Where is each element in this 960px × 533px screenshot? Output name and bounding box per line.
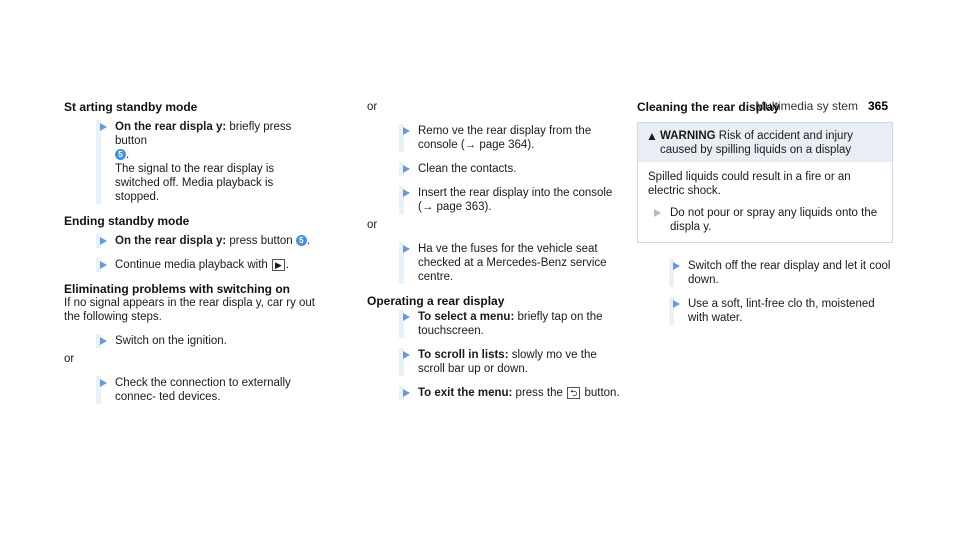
page-number: 365 bbox=[867, 99, 888, 113]
step-text: Use a soft, lint-free clo th, moistened with water. bbox=[688, 298, 875, 324]
step-arrow-icon bbox=[403, 165, 410, 173]
step-scroll-lists bbox=[367, 348, 623, 376]
heading-ending: Ending standby mode bbox=[64, 214, 190, 228]
step-arrow-icon bbox=[673, 262, 680, 270]
step-arrow-icon bbox=[100, 237, 107, 245]
warning-body bbox=[638, 162, 892, 242]
step-exit-menu bbox=[367, 386, 623, 400]
step-switch-off-display bbox=[637, 259, 893, 287]
step-bold-label: On the rear displa y: bbox=[115, 235, 227, 247]
step-arrow-icon bbox=[100, 261, 107, 269]
column-2 bbox=[367, 100, 623, 410]
step-arrow-icon bbox=[403, 389, 410, 397]
step-text: Check the connection to externally connec‐ ted devices. bbox=[115, 377, 291, 403]
step-arrow-icon bbox=[100, 337, 107, 345]
step-text: press the bbox=[512, 387, 567, 399]
step-text: briefly tap on the touchscreen. bbox=[418, 311, 603, 337]
step-text: Ha ve the fuses for the vehicle seat checked at a Mercedes-Benz service centre. bbox=[418, 243, 607, 283]
step-remove-display bbox=[367, 124, 623, 152]
step-text: Remo ve the rear display from the console (→ page 364). bbox=[418, 125, 592, 151]
warning-step bbox=[648, 206, 884, 234]
punct: . bbox=[306, 235, 311, 247]
step-arrow-icon bbox=[100, 123, 107, 131]
step-arrow-icon bbox=[403, 189, 410, 197]
warning-box bbox=[637, 122, 893, 243]
step-insert-display bbox=[367, 186, 623, 214]
step-text: Continue media playback with bbox=[115, 259, 271, 271]
step-text: Do not pour or spray any liquids onto the displa y. bbox=[670, 207, 878, 233]
section-title: Multimedia sy stem bbox=[755, 99, 858, 113]
step-continue-playback bbox=[64, 258, 320, 272]
warning-text: Spilled liquids could result in a fire or an electric shock. bbox=[648, 171, 851, 197]
step-rear-display-press bbox=[64, 120, 320, 204]
step-result: The signal to the rear display is switched off. Media playback is stopped. bbox=[115, 163, 275, 203]
step-arrow-icon bbox=[654, 209, 661, 217]
heading-standby: St arting standby mode bbox=[64, 100, 198, 114]
heading-eliminating: Eliminating problems with switching on bbox=[64, 282, 291, 296]
step-bold-label: On the rear displa y: bbox=[115, 121, 227, 133]
step-use-cloth bbox=[637, 297, 893, 325]
step-arrow-icon bbox=[403, 351, 410, 359]
step-check-connection bbox=[64, 376, 320, 404]
or-label: or bbox=[367, 101, 378, 113]
step-check-fuses bbox=[367, 242, 623, 284]
step-clean-contacts bbox=[367, 162, 623, 176]
play-icon: ▶ bbox=[272, 259, 285, 271]
step-bold-label: To scroll in lists: bbox=[418, 349, 509, 361]
back-icon: ⮌ bbox=[567, 387, 580, 399]
button-5-icon: 5 bbox=[296, 235, 307, 246]
step-text: button. bbox=[581, 387, 620, 399]
step-bold-label: To exit the menu: bbox=[418, 387, 513, 399]
step-bold-label: To select a menu: bbox=[418, 311, 515, 323]
or-label: or bbox=[367, 219, 378, 231]
column-3 bbox=[637, 100, 893, 335]
step-arrow-icon bbox=[403, 245, 410, 253]
warning-label: WARNING bbox=[660, 130, 716, 142]
punct: . bbox=[126, 149, 130, 161]
step-text: Switch off the rear display and let it cool down. bbox=[688, 260, 891, 286]
heading-cleaning: Cleaning the rear display bbox=[637, 100, 780, 114]
button-5-icon: 5 bbox=[115, 149, 126, 160]
or-label: or bbox=[64, 353, 75, 365]
step-text: briefly press button bbox=[115, 121, 292, 147]
heading-operating: Operating a rear display bbox=[367, 294, 505, 308]
step-text: press button bbox=[226, 235, 296, 247]
step-arrow-icon bbox=[403, 127, 410, 135]
step-arrow-icon bbox=[673, 300, 680, 308]
warning-header bbox=[638, 123, 892, 162]
step-text: Clean the contacts. bbox=[418, 163, 517, 175]
step-switch-ignition bbox=[64, 334, 320, 348]
step-arrow-icon bbox=[403, 313, 410, 321]
warning-title: Risk of accident and injury caused by spilling liquids on a display bbox=[660, 130, 854, 156]
eliminating-intro: If no signal appears in the rear displa y, car ry out the following steps. bbox=[64, 297, 316, 323]
step-text: slowly mo ve the scroll bar up or down. bbox=[418, 349, 597, 375]
step-arrow-icon bbox=[100, 379, 107, 387]
punct: . bbox=[285, 259, 290, 271]
warning-icon: ▲ bbox=[646, 129, 658, 143]
step-text: Insert the rear display into the console (→ page 363). bbox=[418, 187, 613, 213]
column-1 bbox=[64, 100, 320, 414]
step-ending-press bbox=[64, 234, 320, 248]
step-text: Switch on the ignition. bbox=[115, 335, 227, 347]
step-select-menu bbox=[367, 310, 623, 338]
